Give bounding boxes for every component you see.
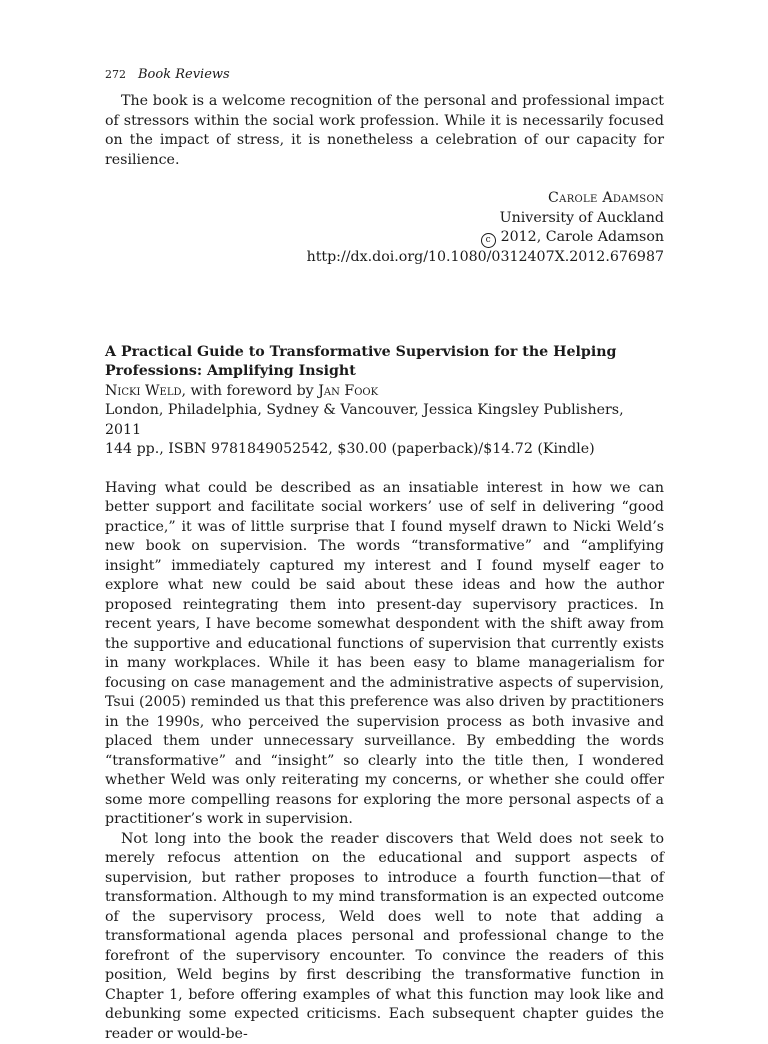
book-details: 144 pp., ISBN 9781849052542, $30.00 (paperback)/$14.72 (Kindle) <box>105 440 664 460</box>
reviewer-signature <box>105 189 664 268</box>
copyright-text: 2012, Carole Adamson <box>501 229 664 245</box>
book-title: A Practical Guide to Transformative Supervision for the Helping Professions: Amplifying Insight <box>105 343 664 382</box>
review-paragraph: Not long into the book the reader discovers that Weld does not seek to merely refocus attention on the educational and support aspects of supervision, but rather proposes to introduce a fourth function—that of transformation. Although to my mind transformation is an expected outcome of the supervisory process, Weld does well to note that adding a transformational agenda places personal and professional change to the forefront of the supervisory encounter. To convince the readers of this position, Weld begins by first describing the transformative function in Chapter 1, before offering examples of what this function may look like and debunking some expected criticisms. Each subsequent chapter guides the reader or would-be- <box>105 830 664 1044</box>
doi-link[interactable]: http://dx.doi.org/10.1080/0312407X.2012.676987 <box>105 248 664 268</box>
foreword-author: Jan Fook <box>318 383 378 399</box>
section-title: Book Reviews <box>138 67 230 82</box>
foreword-text: , with foreword by <box>182 383 319 399</box>
page <box>105 64 664 1044</box>
copyright-line <box>105 228 664 248</box>
book-publisher: London, Philadelphia, Sydney & Vancouver, Jessica Kingsley Publishers, 2011 <box>105 401 664 440</box>
book-authors <box>105 382 664 402</box>
copyright-icon: c <box>481 233 496 248</box>
spacer <box>105 460 664 479</box>
reviewer-affiliation: University of Auckland <box>105 209 664 229</box>
review-header <box>105 343 664 460</box>
book-author: Nicki Weld <box>105 383 182 399</box>
previous-review-closing-paragraph: The book is a welcome recognition of the personal and professional impact of stressors within the social work profession. While it is necessarily focused on the impact of stress, it is nonetheless a celebration of our capacity for resilience. <box>105 92 664 170</box>
page-number: 272 <box>105 68 126 81</box>
reviewer-name: Carole Adamson <box>105 189 664 209</box>
review-paragraph: Having what could be described as an insatiable interest in how we can better support and facilitate social workers’ use of self in delivering “good practice,” it was of little surprise that I found myself drawn to Nicki Weld’s new book on supervision. The words “transformative” and “amplifying insight” immediately captured my interest and I found myself eager to explore what new could be said about these ideas and how the author proposed reintegrating them into present-day supervisory practices. In recent years, I have become somewhat despondent with the shift away from the supportive and educational functions of supervision that currently exists in many workplaces. While it has been easy to blame managerialism for focusing on case management and the administrative aspects of supervision, Tsui (2005) reminded us that this preference was also driven by practitioners in the 1990s, who perceived the supervision process as both invasive and placed them under unnecessary surveillance. By embedding the words “transformative” and “insight” so clearly into the title then, I wondered whether Weld was only reiterating my concerns, or whether she could offer some more compelling reasons for exploring the more personal aspects of a practitioner’s work in supervision. <box>105 479 664 830</box>
running-head <box>105 64 664 84</box>
